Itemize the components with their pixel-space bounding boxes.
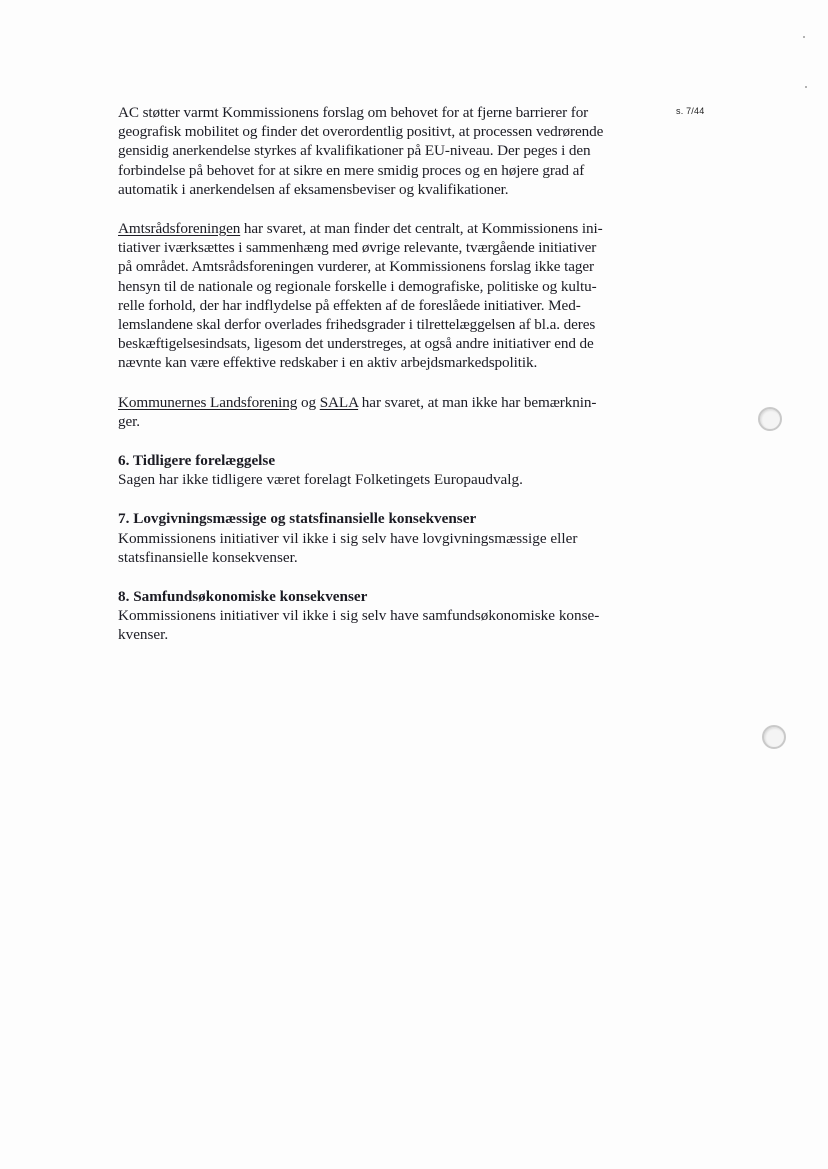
document-body bbox=[118, 103, 653, 665]
text-line: forbindelse på behovet for at sikre en mere smidig proces og en højere grad af bbox=[118, 161, 585, 179]
text-fragment: har svaret, at man finder det centralt, at Kommissionens ini- bbox=[240, 220, 603, 238]
section-heading: 7. Lovgivningsmæssige og statsfinansielle konsekvenser bbox=[118, 510, 477, 528]
text-line: relle forhold, der har indflydelse på effekten af de foreslåede initiativer. Med- bbox=[118, 296, 581, 314]
scan-speck bbox=[805, 86, 807, 88]
section-heading: 8. Samfundsøkonomiske konsekvenser bbox=[118, 588, 368, 606]
text-line: statsfinansielle konsekvenser. bbox=[118, 548, 298, 566]
text-line: automatik i anerkendelsen af eksamensbeviser og kvalifikationer. bbox=[118, 180, 509, 198]
text-line bbox=[118, 219, 653, 238]
text-line: tiativer iværksættes i sammenhæng med øvrige relevante, tværgående initiativer bbox=[118, 239, 597, 257]
punch-hole bbox=[762, 725, 786, 749]
org-name-kommunernes-landsforening: Kommunernes Landsforening bbox=[118, 393, 298, 411]
text-line: nævnte kan være effektive redskaber i en aktiv arbejdsmarkedspolitik. bbox=[118, 354, 538, 372]
punch-hole bbox=[758, 407, 782, 431]
text-line: gensidig anerkendelse styrkes af kvalifikationer på EU-niveau. Der peges i den bbox=[118, 142, 591, 160]
scan-speck bbox=[803, 36, 805, 38]
text-line: beskæftigelsesindsats, ligesom det understreges, at også andre initiativer end de bbox=[118, 335, 594, 353]
text-fragment: har svaret, at man ikke har bemærknin- bbox=[358, 393, 597, 411]
paragraph-kl-sala bbox=[118, 393, 653, 431]
org-name-sala: SALA bbox=[319, 393, 359, 411]
text-line: Kommissionens initiativer vil ikke i sig selv have samfundsøkonomiske konse- bbox=[118, 607, 600, 625]
text-line: kvenser. bbox=[118, 626, 169, 644]
paragraph-ac bbox=[118, 103, 653, 199]
text-line: Kommissionens initiativer vil ikke i sig selv have lovgivningsmæssige eller bbox=[118, 529, 578, 547]
section-heading: 6. Tidligere forelæggelse bbox=[118, 452, 276, 470]
section-tidligere-forelaeggelse bbox=[118, 451, 653, 489]
org-name-amtsraadsforeningen: Amtsrådsforeningen bbox=[118, 220, 241, 238]
text-line: ger. bbox=[118, 412, 140, 430]
text-line: Sagen har ikke tidligere været forelagt Folketingets Europaudvalg. bbox=[118, 471, 523, 489]
text-line bbox=[118, 393, 653, 412]
page-number: s. 7/44 bbox=[676, 106, 705, 116]
section-samfundsoekonomiske-konsekvenser bbox=[118, 587, 653, 645]
text-line: lemslandene skal derfor overlades frihedsgrader i tilrettelæggelsen af bl.a. deres bbox=[118, 316, 596, 334]
text-line: på området. Amtsrådsforeningen vurderer, at Kommissionens forslag ikke tager bbox=[118, 258, 594, 276]
text-line: geografisk mobilitet og finder det overordentlig positivt, at processen vedrørende bbox=[118, 123, 604, 141]
section-lovgivningsmaessige-konsekvenser bbox=[118, 509, 653, 567]
paragraph-amtsraadsforeningen bbox=[118, 219, 653, 373]
text-fragment: og bbox=[297, 393, 320, 411]
text-line: hensyn til de nationale og regionale forskelle i demografiske, politiske og kultu- bbox=[118, 277, 597, 295]
text-line: AC støtter varmt Kommissionens forslag om behovet for at fjerne barrierer for bbox=[118, 104, 589, 121]
